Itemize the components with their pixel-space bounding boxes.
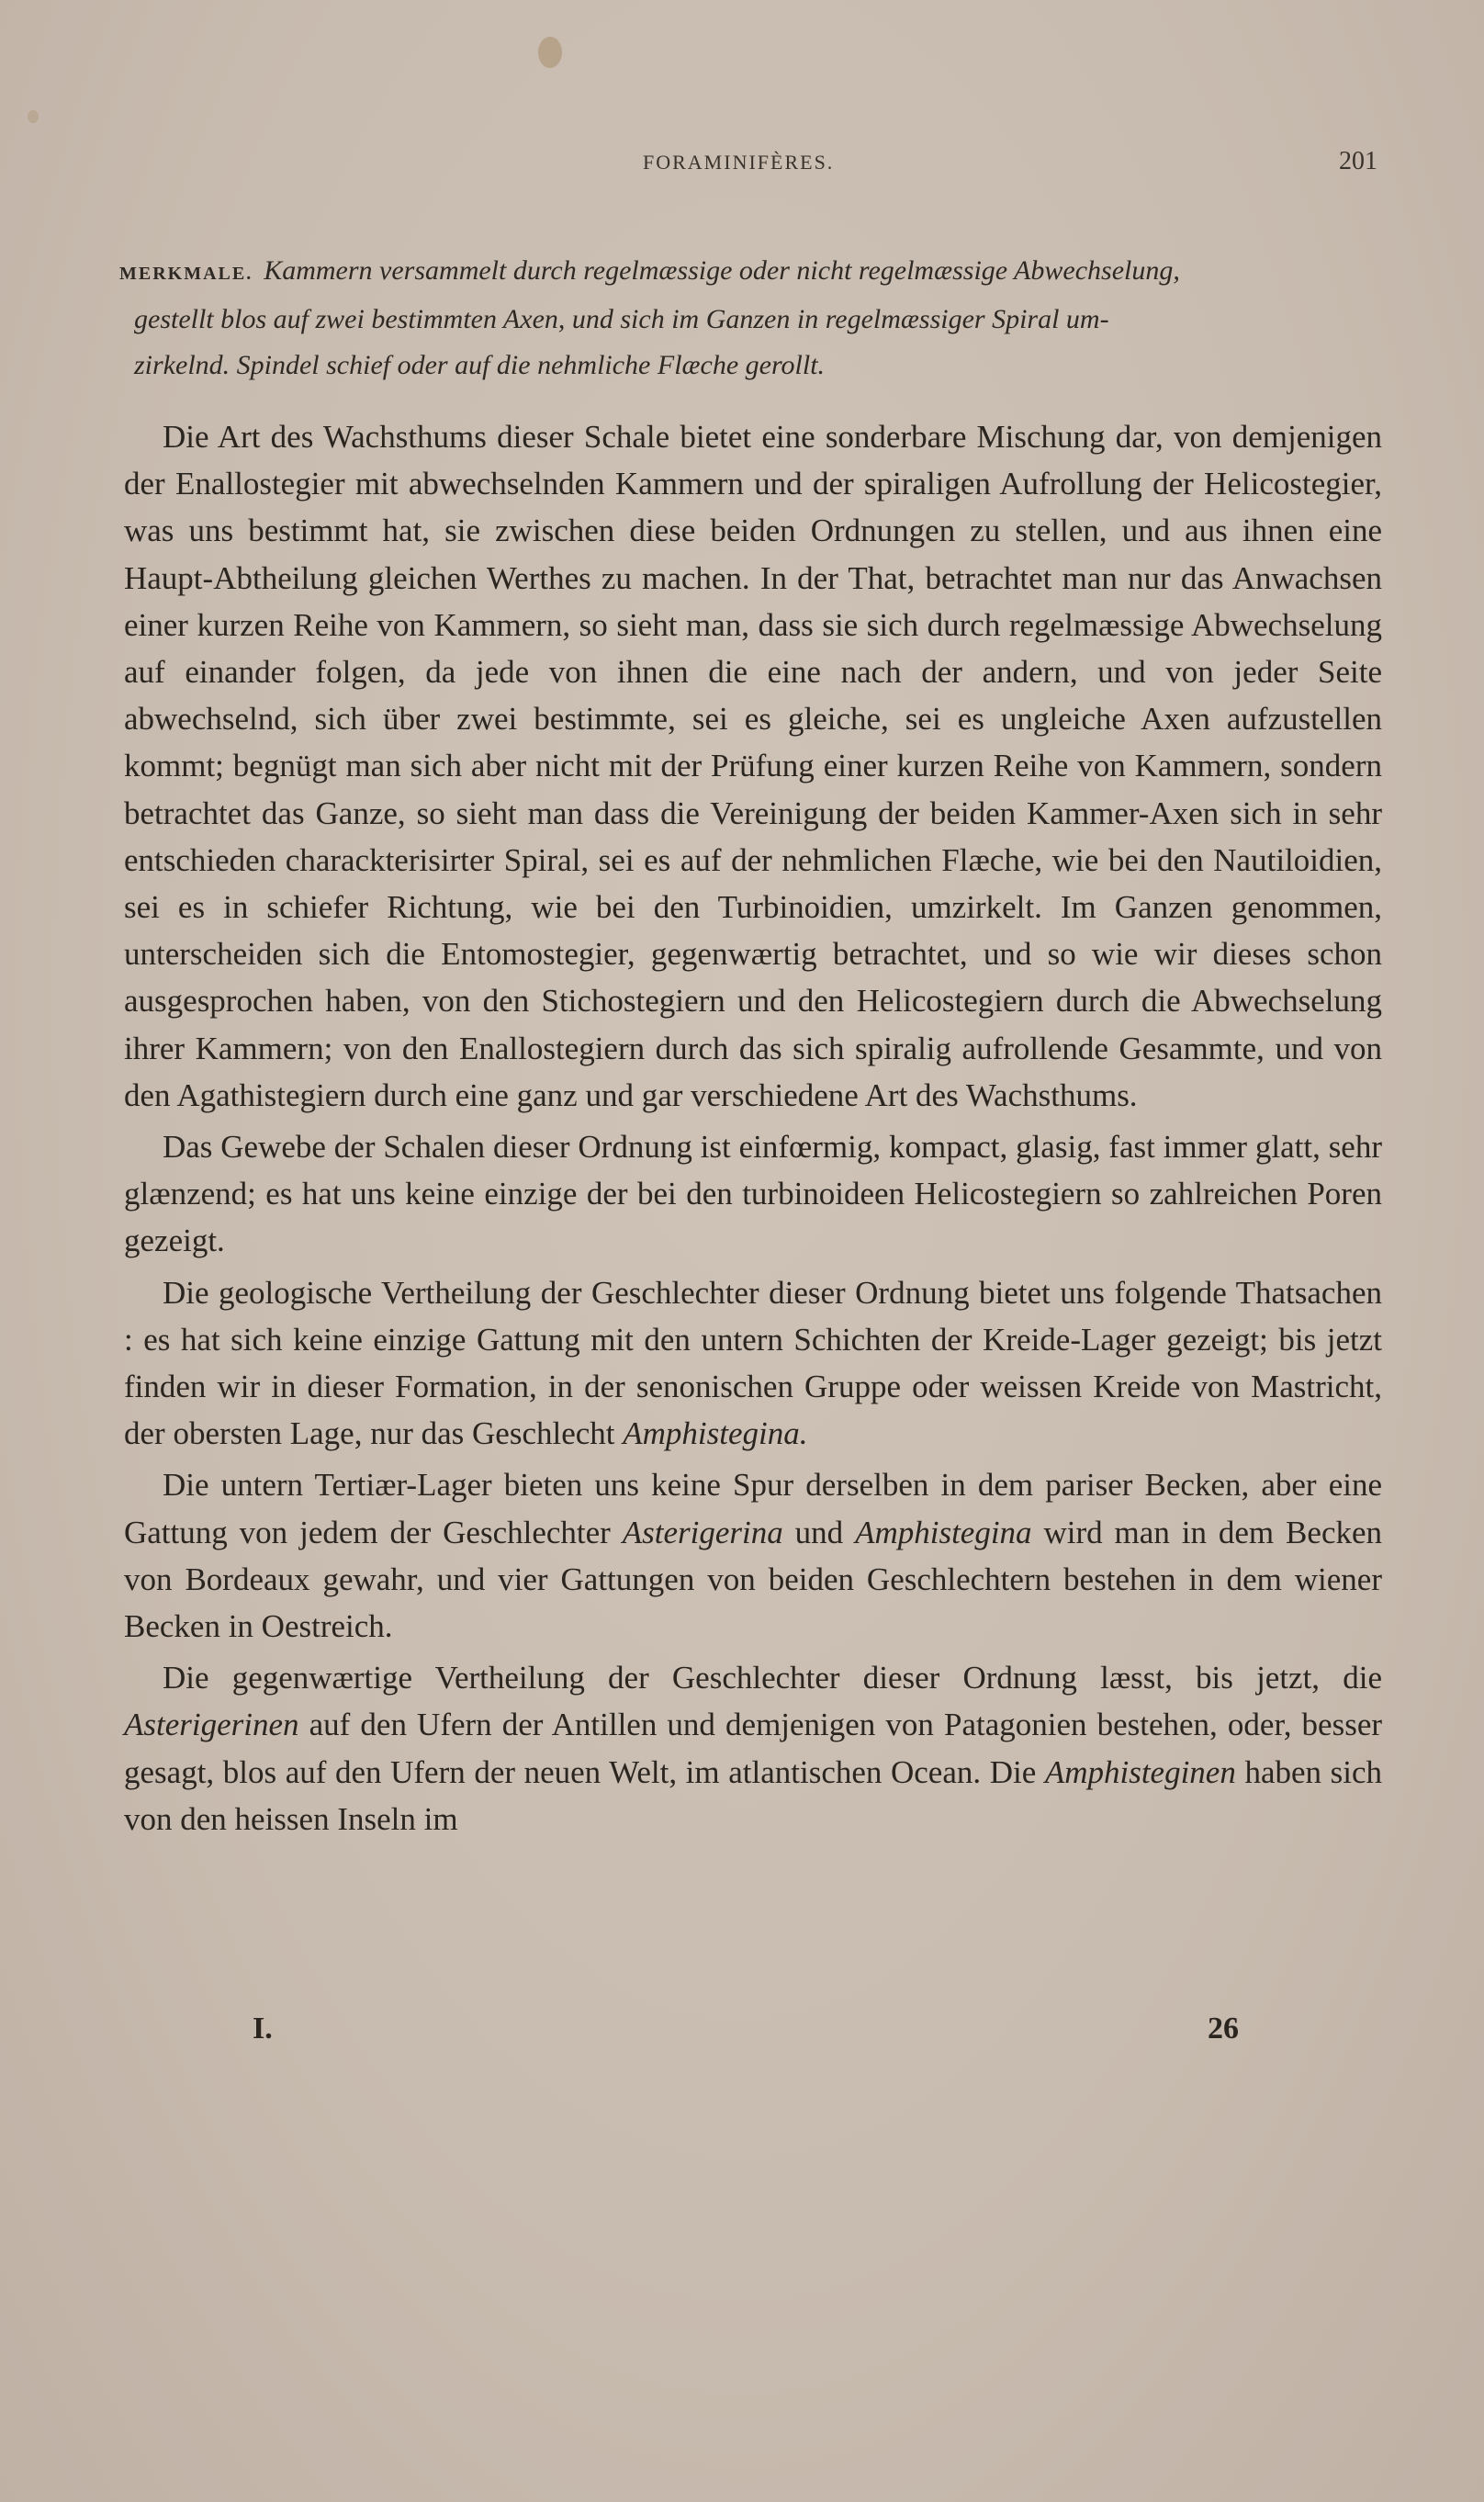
- genus-name: Amphistegina: [855, 1514, 1032, 1550]
- merkmale-block: [119, 248, 1387, 389]
- ink-stain: [538, 37, 562, 68]
- signature-mark: I.: [253, 2012, 273, 2046]
- page-footer: [0, 2012, 1484, 2057]
- ink-stain: [28, 110, 39, 123]
- merkmale-line: gestellt blos auf zwei bestimmten Axen, und sich im Ganzen in regelmæssiger Spiral um-: [134, 304, 1109, 334]
- body-text: [124, 413, 1382, 1847]
- signature-number: 26: [1208, 2012, 1239, 2046]
- paragraph: Die Art des Wachsthums dieser Schale bietet eine sonderbare Mischung dar, von demjenigen der Enallostegier mit abwechselnden Kammern und der spiraligen Aufrollung der Helicostegier, was uns bestimmt hat, sie zwischen diese beiden Ordnungen zu stellen, und aus ihnen eine Haupt-Abtheilung gleichen Werthes zu machen. In der That, betrachtet man nur das Anwachsen einer kurzen Reihe von Kammern, so sieht man, dass sie sich durch regelmæssige Abwechselung auf einander folgen, da jede von ihnen die eine nach der andern, und von jeder Seite abwechselnd, sich über zwei bestimmte, sei es gleiche, sei es ungleiche Axen aufzustellen kommt; begnügt man sich aber nicht mit der Prüfung einer kurzen Reihe von Kammern, sondern betrachtet das Ganze, so sieht man dass die Vereinigung der beiden Kammer-Axen sich in sehr entschieden charackterisirter Spiral, sei es auf der nehmlichen Flæche, wie bei den Nautiloidien, sei es in schiefer Richtung, wie bei den Turbinoidien, umzirkelt. Im Ganzen genommen, unterscheiden sich die Entomostegier, gegenwærtig betrachtet, und so wie wir dieses schon ausgesprochen haben, von den Stichostegiern und den Helicostegiern durch die Abwechselung ihrer Kammern; von den Enallostegiern durch das sich spiralig aufrollende Gesammte, und von den Agathistegiern durch eine ganz und gar verschiedene Art des Wachsthums.: [124, 419, 1382, 1113]
- genus-name: Asterigerinen: [124, 1707, 299, 1743]
- genus-name: Amphisteginen: [1044, 1753, 1236, 1790]
- paragraph: Die untern Tertiær-Lager bieten uns keine Spur derselben in dem pariser Becken, aber eine Gattung von jedem der Geschlechter Asterigerina und Amphistegina wird man in dem Becken von Bordeaux gewahr, und vier Gattungen von beiden Geschlechtern bestehen in dem wiener Becken in Oestreich.: [124, 1467, 1383, 1645]
- paragraph: Die gegenwærtige Vertheilung der Geschlechter dieser Ordnung læsst, bis jetzt, die Asterigerinen auf den Ufern der Antillen und demjenigen von Patagonien bestehen, oder, besser gesagt, blos auf den Ufern der neuen Welt, im atlantischen Ocean. Die Amphisteginen haben sich von den heissen Inseln im: [124, 1660, 1383, 1837]
- running-head: FORAMINIFÈRES.: [643, 151, 835, 174]
- paragraph: Die geologische Vertheilung der Geschlechter dieser Ordnung bietet uns folgende Thatsachen : es hat sich keine einzige Gattung mit den untern Schichten der Kreide-Lager gezeigt; bis jetzt finden wir in dieser Formation, in der senonischen Gruppe oder weissen Kreide von Mastricht, der obersten Lage, nur das Geschlecht Amphistegina.: [124, 1274, 1382, 1452]
- page-header: [0, 147, 1484, 184]
- merkmale-lead: MERKMALE.: [119, 264, 253, 284]
- merkmale-line: MERKMALE. Kammern versammelt durch regelmæssige oder nicht regelmæssige Abwechselung,: [119, 255, 1180, 286]
- page-number: 201: [1339, 147, 1377, 175]
- genus-name: Amphistegina.: [623, 1415, 808, 1452]
- merkmale-line: zirkelnd. Spindel schief oder auf die nehmliche Flæche gerollt.: [134, 350, 826, 380]
- genus-name: Asterigerina: [622, 1514, 783, 1550]
- paragraph: Das Gewebe der Schalen dieser Ordnung ist einfœrmig, kompact, glasig, fast immer glatt, sehr glænzend; es hat uns keine einzige der bei den turbinoideen Helicostegiern so zahlreichen Poren gezeigt.: [124, 1129, 1382, 1259]
